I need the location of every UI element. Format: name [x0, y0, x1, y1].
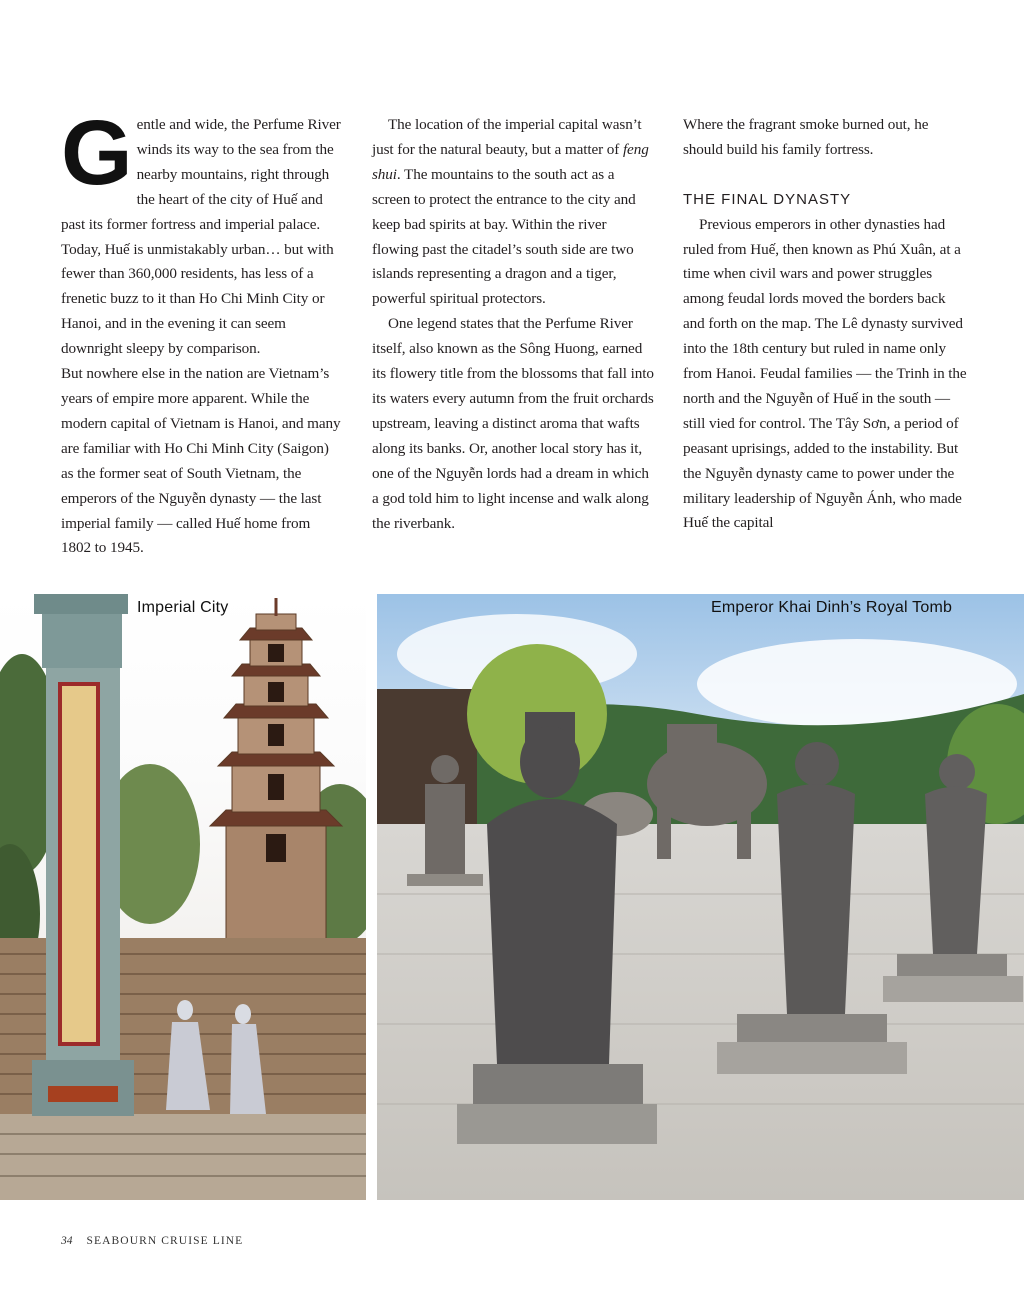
paragraph-text: . The mountains to the south act as a screen to protect the entrance to the city and keep bad spirits at bay. Within the river flowing past the citadel’s south side are two islands representing a dragon and a tiger, powerful spiritual protectors.	[372, 165, 636, 308]
imperial-city-photo	[0, 594, 366, 1200]
paragraph: Where the fragrant smoke burned out, he should build his family fortress.	[683, 116, 929, 158]
article-column-3	[683, 113, 968, 536]
paragraph	[372, 113, 654, 312]
pillar	[32, 594, 134, 1116]
page-number: 34	[61, 1235, 73, 1247]
drop-cap: G	[61, 102, 131, 204]
paragraph: One legend states that the Perfume River itself, also known as the Sông Huong, earned its flowery title from the blossoms that fall into its waters every autumn from the fruit orchards upstream, leaving a distinct aroma that wafts along its banks. Or, another local story has it, one of the Nguyễn lords had a dream in which a god told him to light incense and walk along the riverbank.	[372, 315, 654, 532]
publication-name: SEABOURN CRUISE LINE	[86, 1235, 244, 1247]
article-column-1	[61, 102, 343, 561]
section-heading: THE FINAL DYNASTY	[683, 190, 852, 208]
italic-term: feng shui	[372, 140, 649, 183]
paragraph	[61, 102, 343, 362]
paragraph-text: entle and wide, the Perfume River winds its way to the sea from the nearby mountains, right through the heart of the city of Huế and past its former fortress and imperial palace. Today, Huế is unmistakably urban… but with fewer than 360,000 residents, has less of a frenetic buzz to it than Ho Chi Minh City or Hanoi, and in the evening it can seem downright sleepy by comparison.	[61, 116, 341, 358]
imperial-city-illustration	[0, 594, 366, 1200]
paragraph-text: The location of the imperial capital wasn’t just for the natural beauty, but a matter of	[372, 116, 642, 158]
article-column-2	[372, 113, 654, 536]
royal-tomb-photo	[377, 594, 1024, 1200]
paragraph: But nowhere else in the nation are Vietnam’s years of empire more apparent. While the modern capital of Vietnam is Hanoi, and many are familiar with Ho Chi Minh City (Saigon) as the former seat of South Vietnam, the emperors of the Nguyễn dynasty — the last imperial family — called Huế home from 1802 to 1945.	[61, 365, 341, 557]
page-footer	[61, 1235, 243, 1247]
paragraph: Previous emperors in other dynasties had ruled from Huế, then known as Phú Xuân, at a time when civil wars and power struggles among feudal lords moved the borders back and forth on the map. The Lê dynasty survived into the 18th century but ruled in name only from Hanoi. Feudal families — the Trinh in the north and the Nguyễn of Huế in the south — still vied for control. The Tây Sơn, a period of peasant uprisings, added to the instability. But the Nguyễn dynasty came to power under the military leadership of Nguyễn Ánh, who made Huế the capital	[683, 215, 967, 532]
royal-tomb-illustration	[377, 594, 1024, 1200]
photo-caption: Emperor Khai Dinh’s Royal Tomb	[711, 599, 953, 616]
photo-caption: Imperial City	[137, 599, 229, 616]
pagoda	[210, 598, 342, 944]
